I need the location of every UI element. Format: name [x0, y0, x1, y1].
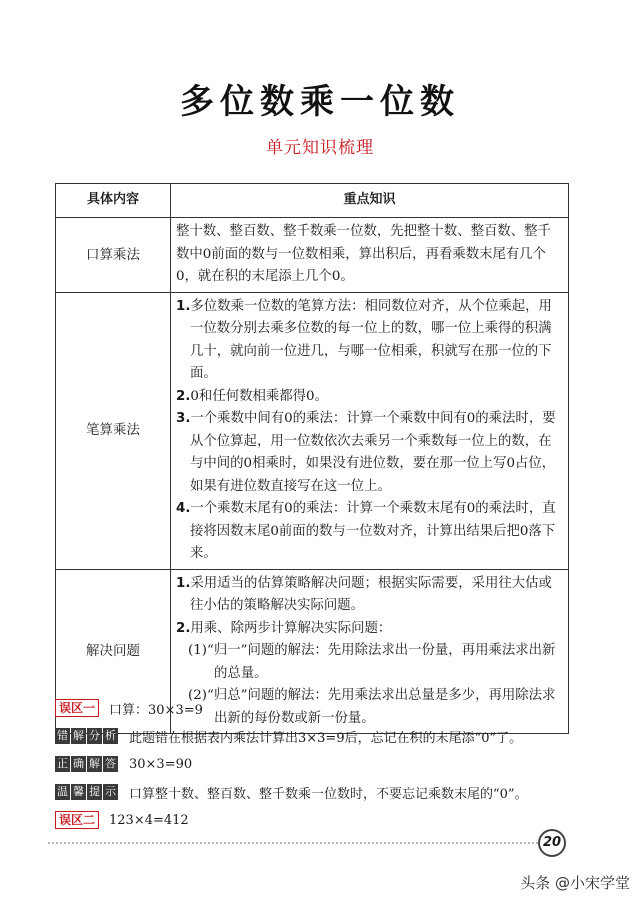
item-text: 采用适当的估算策略解决问题；根据实际需要，采用往大估或往小估的策略解决实际问题。: [190, 575, 552, 613]
row-item: [176, 573, 562, 618]
error-analysis-text: 此题错在根据表内乘法计算出3×3=9后，忘记在积的末尾添“0”了。: [129, 730, 523, 746]
row-subitem: [176, 640, 562, 685]
mistakes-section: [55, 697, 575, 837]
row-category: 口算乘法: [56, 218, 171, 293]
row-category: 解决问题: [56, 569, 171, 734]
tag-char: 馨: [73, 785, 84, 798]
friendly-tip-tag: [55, 784, 119, 800]
item-text: 多位数乘一位数的笔算方法：相同数位对齐，从个位乘起，用一位数分别去乘多位数的每一位上的数，哪一位上乘得的积满几十，就向前一位进几，与哪一位相乘，积就写在那一位的下面。: [190, 298, 552, 381]
watermark: 头条 @小宋学堂: [520, 874, 630, 892]
tag-char: 错: [57, 729, 68, 742]
subitem-text: “归总”问题的解法：先用乘法求出总量是多少，再用除法求出新的每份数或新一份量。: [206, 688, 556, 726]
tag-char: 答: [105, 757, 116, 770]
item-number: 4.: [176, 501, 191, 516]
error-analysis-tag: [55, 728, 119, 744]
item-text: 整十数、整百数、整千数乘一位数，先把整十数、整百数、整千数中0前面的数与一位数相乘，算出积后，再看乘数末尾有几个0，就在积的末尾添上几个0。: [176, 224, 551, 284]
friendly-tip: [55, 781, 575, 803]
knowledge-table: [55, 183, 569, 734]
item-text: 用乘、除两步计算解决实际问题：: [190, 620, 392, 636]
footer-divider: [48, 842, 538, 844]
header-key-knowledge: 重点知识: [171, 184, 569, 218]
mistake-one-text: 口算：30×3=9: [109, 702, 203, 718]
row-item: [176, 498, 562, 566]
page-title: 多位数乘一位数: [180, 82, 460, 122]
tag-char: 分: [89, 729, 100, 742]
row-item: [176, 618, 562, 641]
mistake-one-tag: 误区一: [55, 699, 99, 717]
row-item: [176, 408, 562, 498]
row-category: 笔算乘法: [56, 292, 171, 569]
tag-char: 正: [57, 757, 68, 770]
table-row: [56, 292, 569, 569]
mistake-two-tag: 误区二: [55, 811, 99, 829]
item-number: 2.: [176, 620, 191, 636]
tag-char: 确: [73, 757, 84, 770]
item-text: 一个乘数中间有0的乘法：计算一个乘数中间有0的乘法时，要从个位算起，用一位数依次去乘另一个乘数每一位上的数，在与中间的0相乘时，如果没有进位数，要在那一位上写0占位，如果有进位数直接写在这一位上。: [190, 411, 556, 494]
row-body: [171, 218, 569, 293]
subitem-number: (2): [188, 688, 207, 703]
row-item: [176, 296, 562, 386]
section-subtitle: 单元知识梳理: [266, 138, 374, 158]
correct-answer: [55, 753, 575, 775]
tag-char: 析: [105, 729, 116, 742]
tag-char: 温: [57, 785, 68, 798]
item-text: 0和任何数相乘都得0。: [190, 388, 328, 404]
row-body: [171, 292, 569, 569]
page-number: 20: [538, 829, 566, 857]
item-text: 一个乘数末尾有0的乘法：计算一个乘数末尾有0的乘法时，直接将因数末尾0前面的数与一位数对齐，计算出结果后把0落下来。: [190, 501, 556, 561]
mistake-two-text: 123×4=412: [109, 812, 189, 828]
item-number: 2.: [176, 388, 191, 404]
row-item: [176, 221, 562, 289]
correct-answer-tag: [55, 756, 119, 772]
table-header-row: [56, 184, 569, 218]
item-number: 3.: [176, 411, 191, 426]
mistake-one: [55, 697, 575, 719]
row-item: [176, 386, 562, 409]
table-row: [56, 218, 569, 293]
tag-char: 示: [105, 785, 116, 798]
header-content-type: 具体内容: [56, 184, 171, 218]
mistake-two: [55, 809, 575, 831]
item-number: 1.: [176, 575, 191, 591]
subitem-number: (1): [188, 643, 207, 658]
item-number: 1.: [176, 298, 191, 314]
tag-char: 解: [89, 757, 100, 770]
friendly-tip-text: 口算整十数、整百数、整千数乘一位数时，不要忘记乘数末尾的“0”。: [129, 786, 528, 802]
subitem-text: “归一”问题的解法：先用除法求出一份量，再用乘法求出新的总量。: [206, 643, 556, 681]
error-analysis: [55, 725, 575, 747]
tag-char: 解: [73, 729, 84, 742]
tag-char: 提: [89, 785, 100, 798]
correct-answer-text: 30×3=90: [129, 756, 193, 772]
